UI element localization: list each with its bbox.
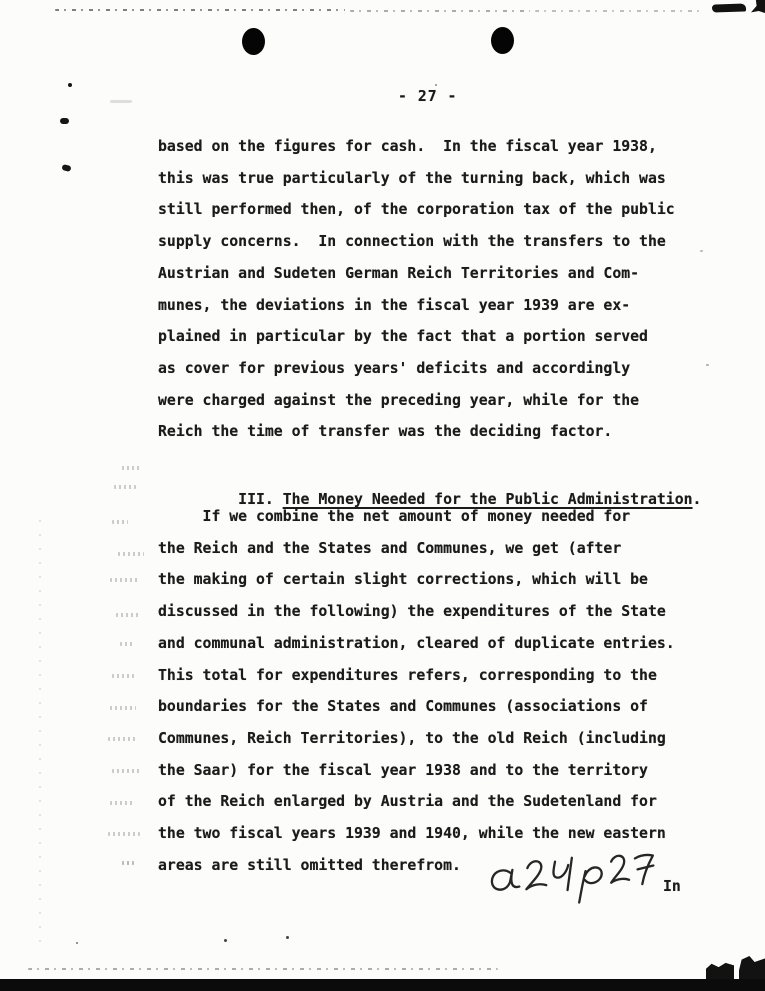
- page-number: - 27 -: [398, 88, 458, 105]
- margin-smudge: [112, 674, 134, 678]
- paragraph: [158, 501, 675, 881]
- margin-dot: [68, 83, 72, 87]
- punch-hole-icon: [491, 27, 514, 54]
- text-line: Reich the time of transfer was the deciding factor.: [158, 423, 613, 441]
- text-line: This total for expenditures refers, corresponding to the: [158, 666, 657, 684]
- scan-speck: [700, 250, 703, 252]
- margin-dot: [60, 118, 69, 124]
- margin-smudge: [122, 466, 140, 470]
- scan-edge-noise: [535, 10, 700, 12]
- text-line: were charged against the preceding year, while for the: [158, 391, 640, 409]
- text-line: munes, the deviations in the fiscal year 1939 are ex-: [158, 296, 631, 314]
- scan-edge-noise: [350, 10, 530, 12]
- scan-speck: [286, 936, 289, 939]
- text-line: plained in particular by the fact that a portion served: [158, 328, 648, 346]
- margin-smudge: [118, 552, 144, 556]
- scan-speckle-trail: [39, 520, 41, 950]
- catchword: In: [663, 878, 681, 895]
- scan-speck: [435, 84, 437, 86]
- margin-smudge: [114, 485, 136, 489]
- scan-corner-blob: [751, 0, 765, 13]
- scan-bottom-bar: [0, 979, 765, 991]
- text-line: and communal administration, cleared of duplicate entries.: [158, 634, 675, 652]
- scan-edge-noise: [28, 968, 498, 970]
- text-line: areas are still omitted therefrom.: [158, 856, 461, 874]
- margin-smudge: [122, 861, 134, 865]
- margin-smudge: [112, 769, 142, 773]
- margin-smudge: [110, 100, 132, 103]
- margin-smudge: [110, 801, 134, 805]
- punch-hole-icon: [242, 28, 265, 55]
- text-line: Austrian and Sudeten German Reich Territories and Com-: [158, 264, 640, 282]
- scan-corner-blob: [739, 956, 765, 980]
- scan-speck: [706, 364, 709, 366]
- text-line: the Saar) for the fiscal year 1938 and to the territory: [158, 761, 648, 779]
- margin-smudge: [116, 613, 140, 617]
- margin-smudge: [108, 832, 140, 836]
- text-line: still performed then, of the corporation tax of the public: [158, 201, 675, 219]
- text-line: supply concerns. In connection with the transfers to the: [158, 233, 666, 251]
- margin-dot: [61, 164, 71, 172]
- text-line: If we combine the net amount of money needed for: [158, 508, 631, 525]
- text-line: boundaries for the States and Communes (associations of: [158, 698, 648, 716]
- scan-corner-blob: [706, 962, 734, 979]
- paragraph: [158, 131, 675, 448]
- margin-smudge: [110, 578, 140, 582]
- text-line: the making of certain slight corrections, which will be: [158, 571, 648, 589]
- scan-speck: [76, 942, 78, 944]
- scan-speck: [224, 939, 227, 942]
- text-line: the Reich and the States and Communes, we get (after: [158, 539, 622, 557]
- text-line: this was true particularly of the turning back, which was: [158, 169, 666, 187]
- text-line: based on the figures for cash. In the fiscal year 1938,: [158, 138, 657, 155]
- margin-smudge: [112, 520, 128, 524]
- text-line: as cover for previous years' deficits and accordingly: [158, 359, 631, 377]
- margin-smudge: [108, 737, 136, 741]
- text-line: discussed in the following) the expenditures of the State: [158, 603, 666, 621]
- heading-title: The Money Needed for the Public Administration: [282, 490, 693, 508]
- text-line: the two fiscal years 1939 and 1940, while the new eastern: [158, 825, 666, 843]
- margin-smudge: [110, 706, 136, 710]
- heading-period: .: [692, 490, 702, 508]
- heading-numeral: III.: [193, 490, 283, 508]
- text-line: of the Reich enlarged by Austria and the Sudetenland for: [158, 793, 657, 811]
- handwritten-annotation: [476, 843, 659, 916]
- margin-smudge: [120, 642, 134, 646]
- text-line: Communes, Reich Territories), to the old Reich (including: [158, 729, 666, 747]
- scan-edge-noise: [55, 9, 345, 11]
- scan-corner-blob: [712, 3, 746, 12]
